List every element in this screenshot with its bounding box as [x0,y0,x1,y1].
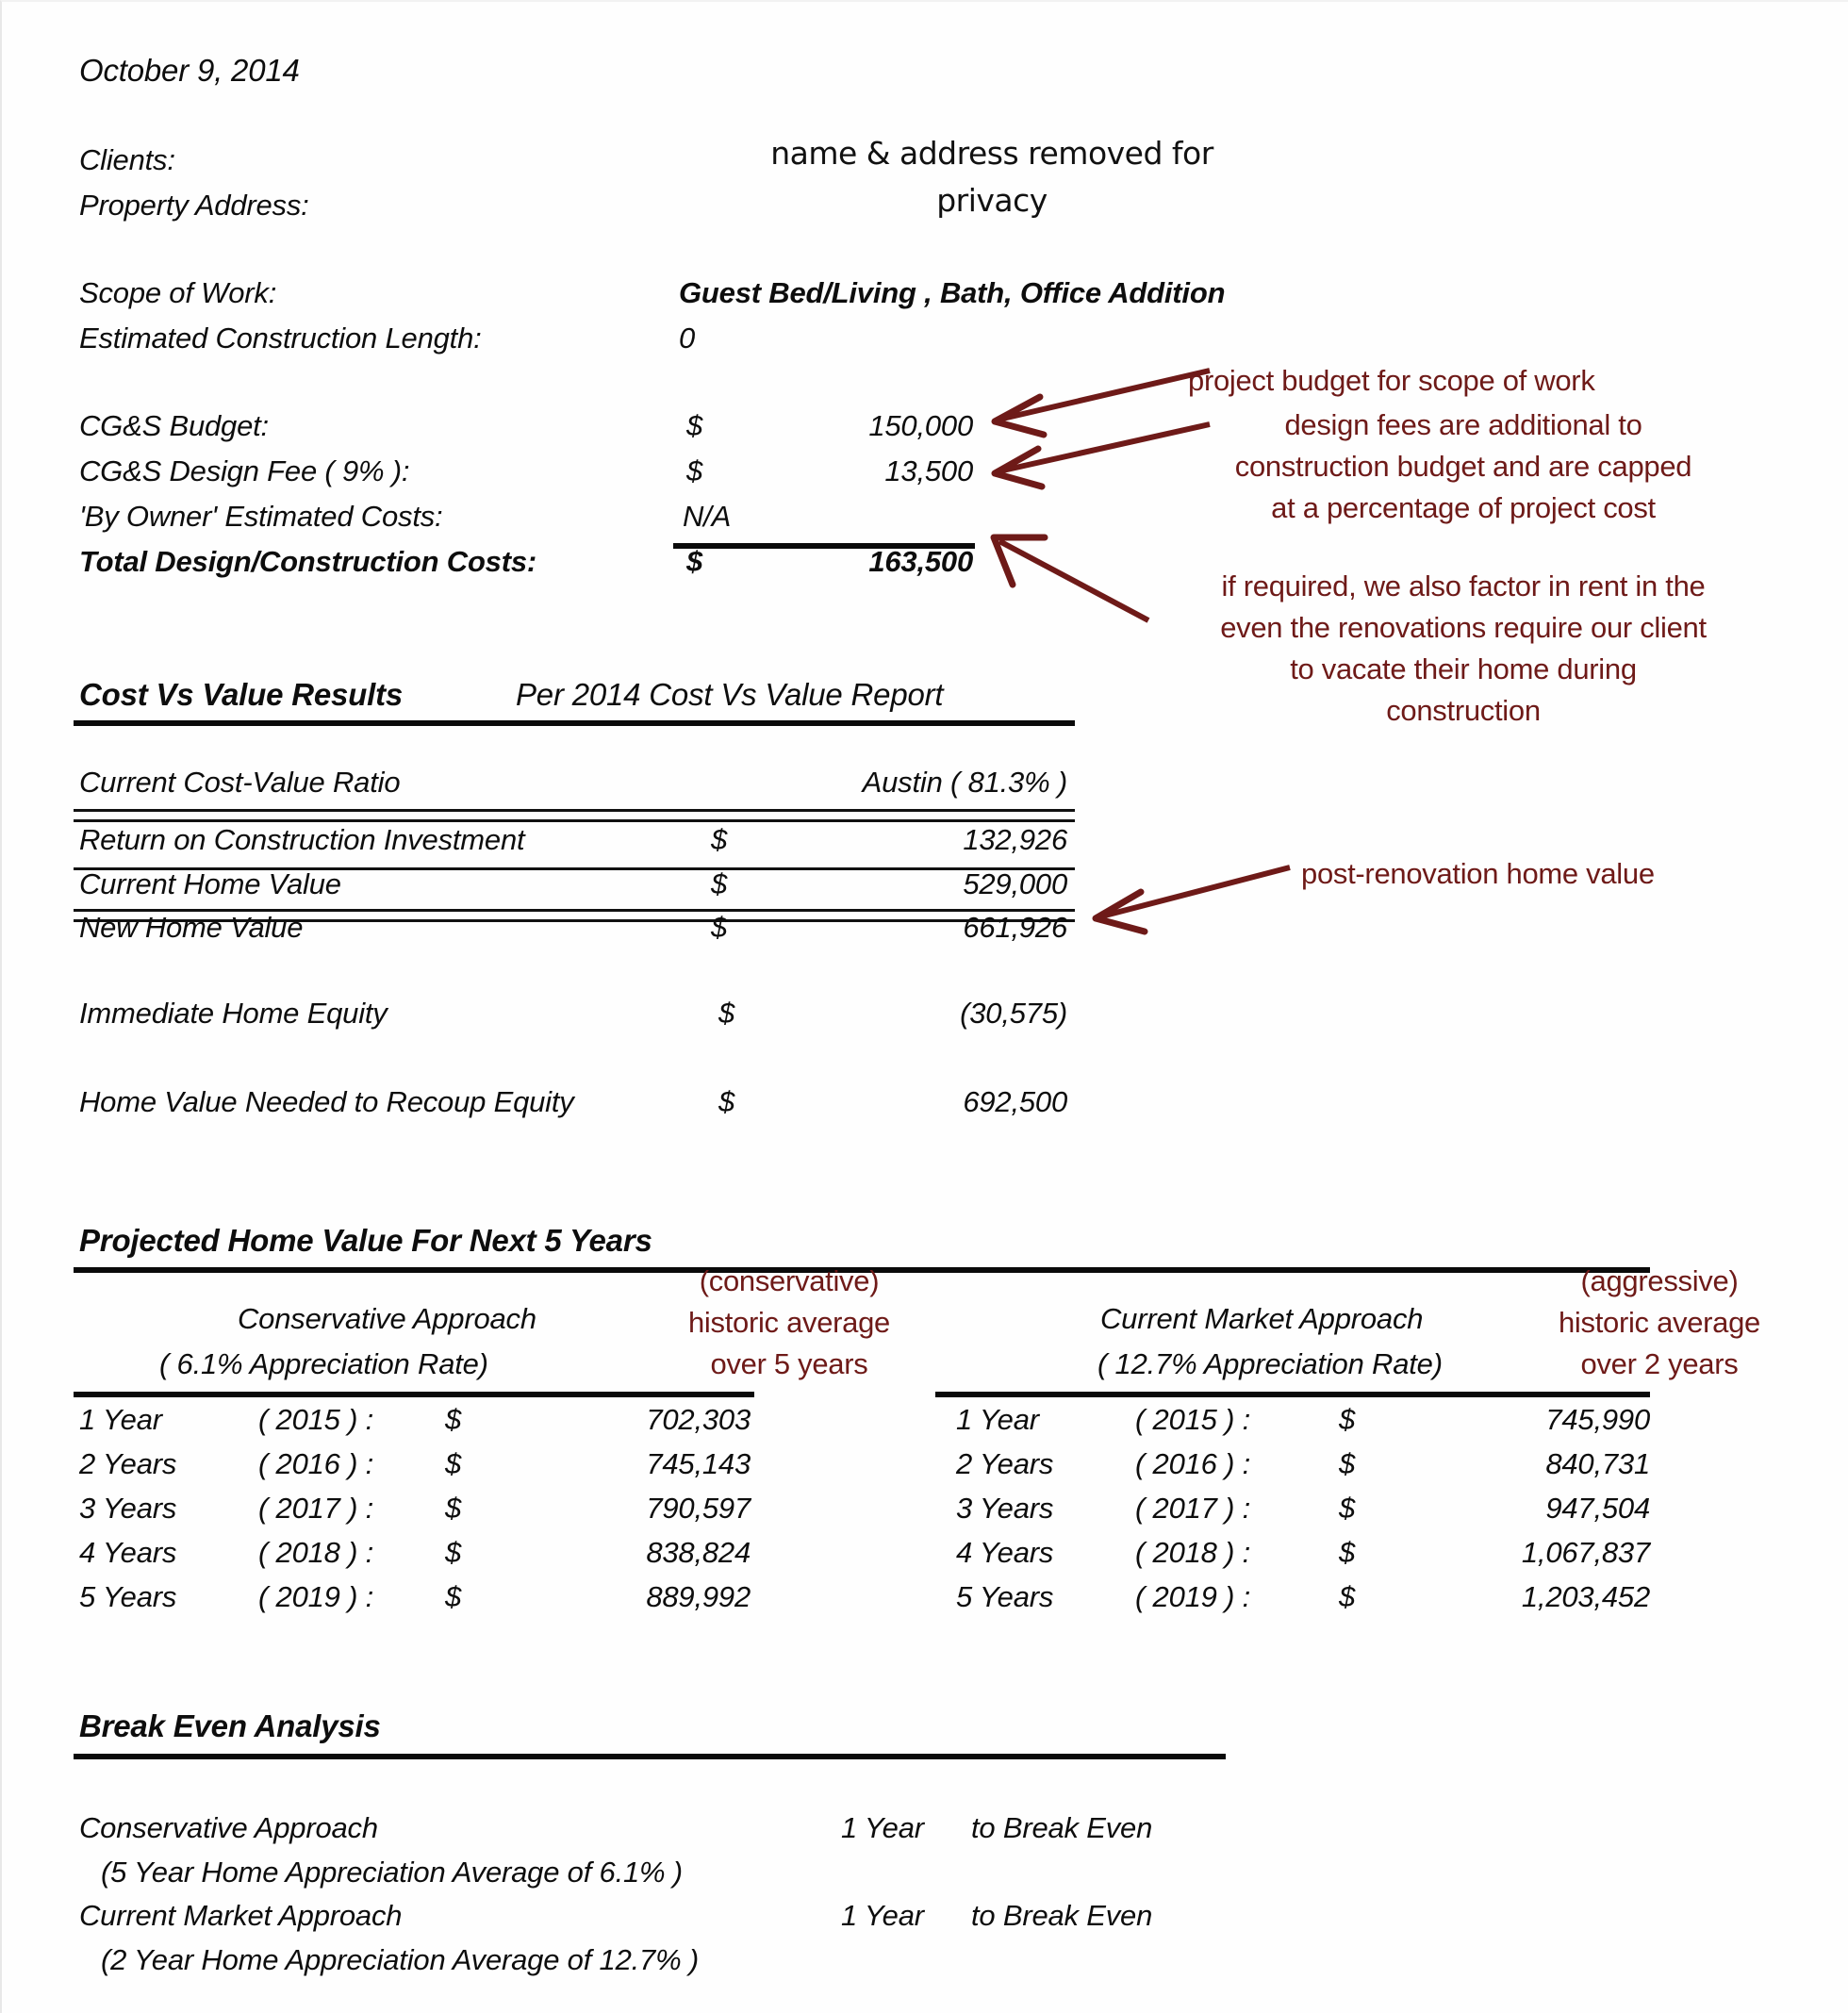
rent-note-line-2: even the renovations require our client [1220,611,1707,644]
construction-length-label: Estimated Construction Length: [79,322,482,355]
projection-right-year: ( 2019 ) : [1135,1580,1251,1613]
projection-left-year: ( 2018 ) : [258,1536,374,1569]
cost-vs-value-row-label: Current Home Value [79,867,341,900]
projection-right-amount: 1,067,837 [1521,1536,1650,1569]
projection-right-amount: 1,203,452 [1521,1580,1650,1613]
budget-total-label: Total Design/Construction Costs: [79,545,537,578]
cost-value-ratio-value: Austin ( 81.3% ) [862,766,1067,799]
projection-left-year: ( 2016 ) : [258,1447,374,1480]
break-even-suffix: to Break Even [971,1811,1153,1844]
break-even-approach: Current Market Approach [79,1899,403,1932]
projection-right-amount: 840,731 [1545,1447,1650,1480]
budget-total-amount: 163,500 [868,545,973,578]
break-even-section-title: Break Even Analysis [79,1708,381,1743]
design-fee-note-line-1: design fees are additional to [1284,408,1642,441]
conservative-note-line-3: over 5 years [710,1347,868,1380]
projection-right-term: 2 Years [956,1447,1054,1480]
projection-right-currency: $ [1339,1447,1356,1480]
projection-left-year: ( 2015 ) : [258,1403,374,1436]
budget-total-currency: $ [686,545,703,578]
projection-right-currency: $ [1339,1403,1356,1436]
cost-value-ratio-label: Current Cost-Value Ratio [79,766,401,799]
privacy-note-line-1: name & address removed for [770,135,1213,172]
projection-left-amount: 790,597 [646,1492,751,1525]
projection-left-header-rule [74,1392,754,1397]
rent-note-line-3: to vacate their home during [1290,652,1637,685]
projection-section-title: Projected Home Value For Next 5 Years [79,1223,652,1258]
cost-vs-value-row-amount: 529,000 [963,867,1067,900]
new-home-value-currency: $ [711,911,728,944]
projection-left-currency: $ [445,1403,462,1436]
immediate-home-equity-amount: (30,575) [960,997,1067,1030]
break-even-term: 1 Year [841,1899,924,1932]
rent-note-line-1: if required, we also factor in rent in the [1221,569,1706,602]
property-address-label: Property Address: [79,189,309,222]
projection-right-currency: $ [1339,1580,1356,1613]
projection-right-amount: 947,504 [1545,1492,1650,1525]
budget-row-currency: $ [686,409,703,442]
projection-left-currency: $ [445,1492,462,1525]
projection-left-amount: 702,303 [646,1403,751,1436]
projection-left-term: 5 Years [79,1580,177,1613]
privacy-note-line-2: privacy [936,182,1048,219]
recoup-equity-currency: $ [718,1085,735,1118]
new-home-value-label: New Home Value [79,911,304,944]
cost-vs-value-row-label: Return on Construction Investment [79,823,525,856]
break-even-detail: (5 Year Home Appreciation Average of 6.1% ) [101,1856,683,1889]
projection-right-year: ( 2018 ) : [1135,1536,1251,1569]
clients-label: Clients: [79,143,175,176]
cost-vs-value-section-title: Cost Vs Value Results [79,677,404,712]
budget-note-text: project budget for scope of work [1188,364,1595,397]
scope-of-work-label: Scope of Work: [79,276,277,309]
projection-right-term: 1 Year [956,1403,1039,1436]
projection-right-term: 5 Years [956,1580,1054,1613]
projection-left-currency: $ [445,1536,462,1569]
current-market-rate-line: ( 12.7% Appreciation Rate) [1097,1347,1443,1380]
budget-row-currency: $ [686,454,703,487]
projection-right-header-rule [935,1392,1650,1397]
budget-row-label: 'By Owner' Estimated Costs: [79,500,443,533]
projection-left-year: ( 2019 ) : [258,1580,374,1613]
new-home-value-amount: 661,926 [963,911,1067,944]
projection-left-term: 3 Years [79,1492,177,1525]
conservative-approach-title: Conservative Approach [238,1302,536,1335]
immediate-home-equity-currency: $ [718,997,735,1030]
projection-right-year: ( 2016 ) : [1135,1447,1251,1480]
budget-row-label: CG&S Budget: [79,409,269,442]
projection-right-term: 3 Years [956,1492,1054,1525]
projection-right-amount: 745,990 [1545,1403,1650,1436]
budget-row-amount: 150,000 [868,409,973,442]
break-even-title-rule [74,1754,1226,1759]
projection-left-year: ( 2017 ) : [258,1492,374,1525]
conservative-note-line-2: historic average [687,1306,891,1339]
construction-length-value: 0 [679,322,696,355]
new-home-value-note-text: post-renovation home value [1301,857,1655,890]
cost-value-ratio-rule [74,809,1075,822]
projection-right-term: 4 Years [956,1536,1054,1569]
projection-left-term: 2 Years [79,1447,177,1480]
projection-right-currency: $ [1339,1492,1356,1525]
rent-note-line-4: construction [1386,694,1541,727]
break-even-suffix: to Break Even [971,1899,1153,1932]
projection-left-amount: 889,992 [646,1580,751,1613]
conservative-rate-line: ( 6.1% Appreciation Rate) [159,1347,488,1380]
budget-row-label: CG&S Design Fee ( 9% ): [79,454,410,487]
cost-vs-value-section-subtitle: Per 2014 Cost Vs Value Report [516,677,944,712]
projection-left-amount: 838,824 [646,1536,751,1569]
aggressive-note-line-3: over 2 years [1580,1347,1739,1380]
cost-vs-value-title-rule [74,720,1075,726]
budget-row-currency: N/A [683,500,732,533]
new-home-value-arrow-icon [1077,862,1294,928]
recoup-equity-label: Home Value Needed to Recoup Equity [79,1085,574,1118]
projection-right-year: ( 2015 ) : [1135,1403,1251,1436]
recoup-equity-amount: 692,500 [963,1085,1067,1118]
break-even-detail: (2 Year Home Appreciation Average of 12.7% ) [101,1943,699,1976]
immediate-home-equity-label: Immediate Home Equity [79,997,388,1030]
budget-row-amount: 13,500 [884,454,973,487]
aggressive-note-line-1: (aggressive) [1580,1264,1739,1297]
cost-vs-value-row-currency: $ [711,823,728,856]
design-fee-note-line-3: at a percentage of project cost [1271,491,1656,524]
projection-right-year: ( 2017 ) : [1135,1492,1251,1525]
scope-of-work-value: Guest Bed/Living , Bath, Office Addition [679,276,1226,309]
design-fee-note-line-2: construction budget and are capped [1234,450,1692,483]
projection-left-currency: $ [445,1580,462,1613]
projection-left-term: 4 Years [79,1536,177,1569]
projection-left-currency: $ [445,1447,462,1480]
break-even-approach: Conservative Approach [79,1811,378,1844]
projection-right-currency: $ [1339,1536,1356,1569]
projection-left-amount: 745,143 [646,1447,751,1480]
cost-vs-value-row-currency: $ [711,867,728,900]
projection-left-term: 1 Year [79,1403,162,1436]
conservative-note-line-1: (conservative) [699,1264,880,1297]
break-even-term: 1 Year [841,1811,924,1844]
document-date: October 9, 2014 [79,53,300,88]
current-market-approach-title: Current Market Approach [1100,1302,1424,1335]
aggressive-note-line-2: historic average [1558,1306,1761,1339]
cost-vs-value-row-amount: 132,926 [963,823,1067,856]
